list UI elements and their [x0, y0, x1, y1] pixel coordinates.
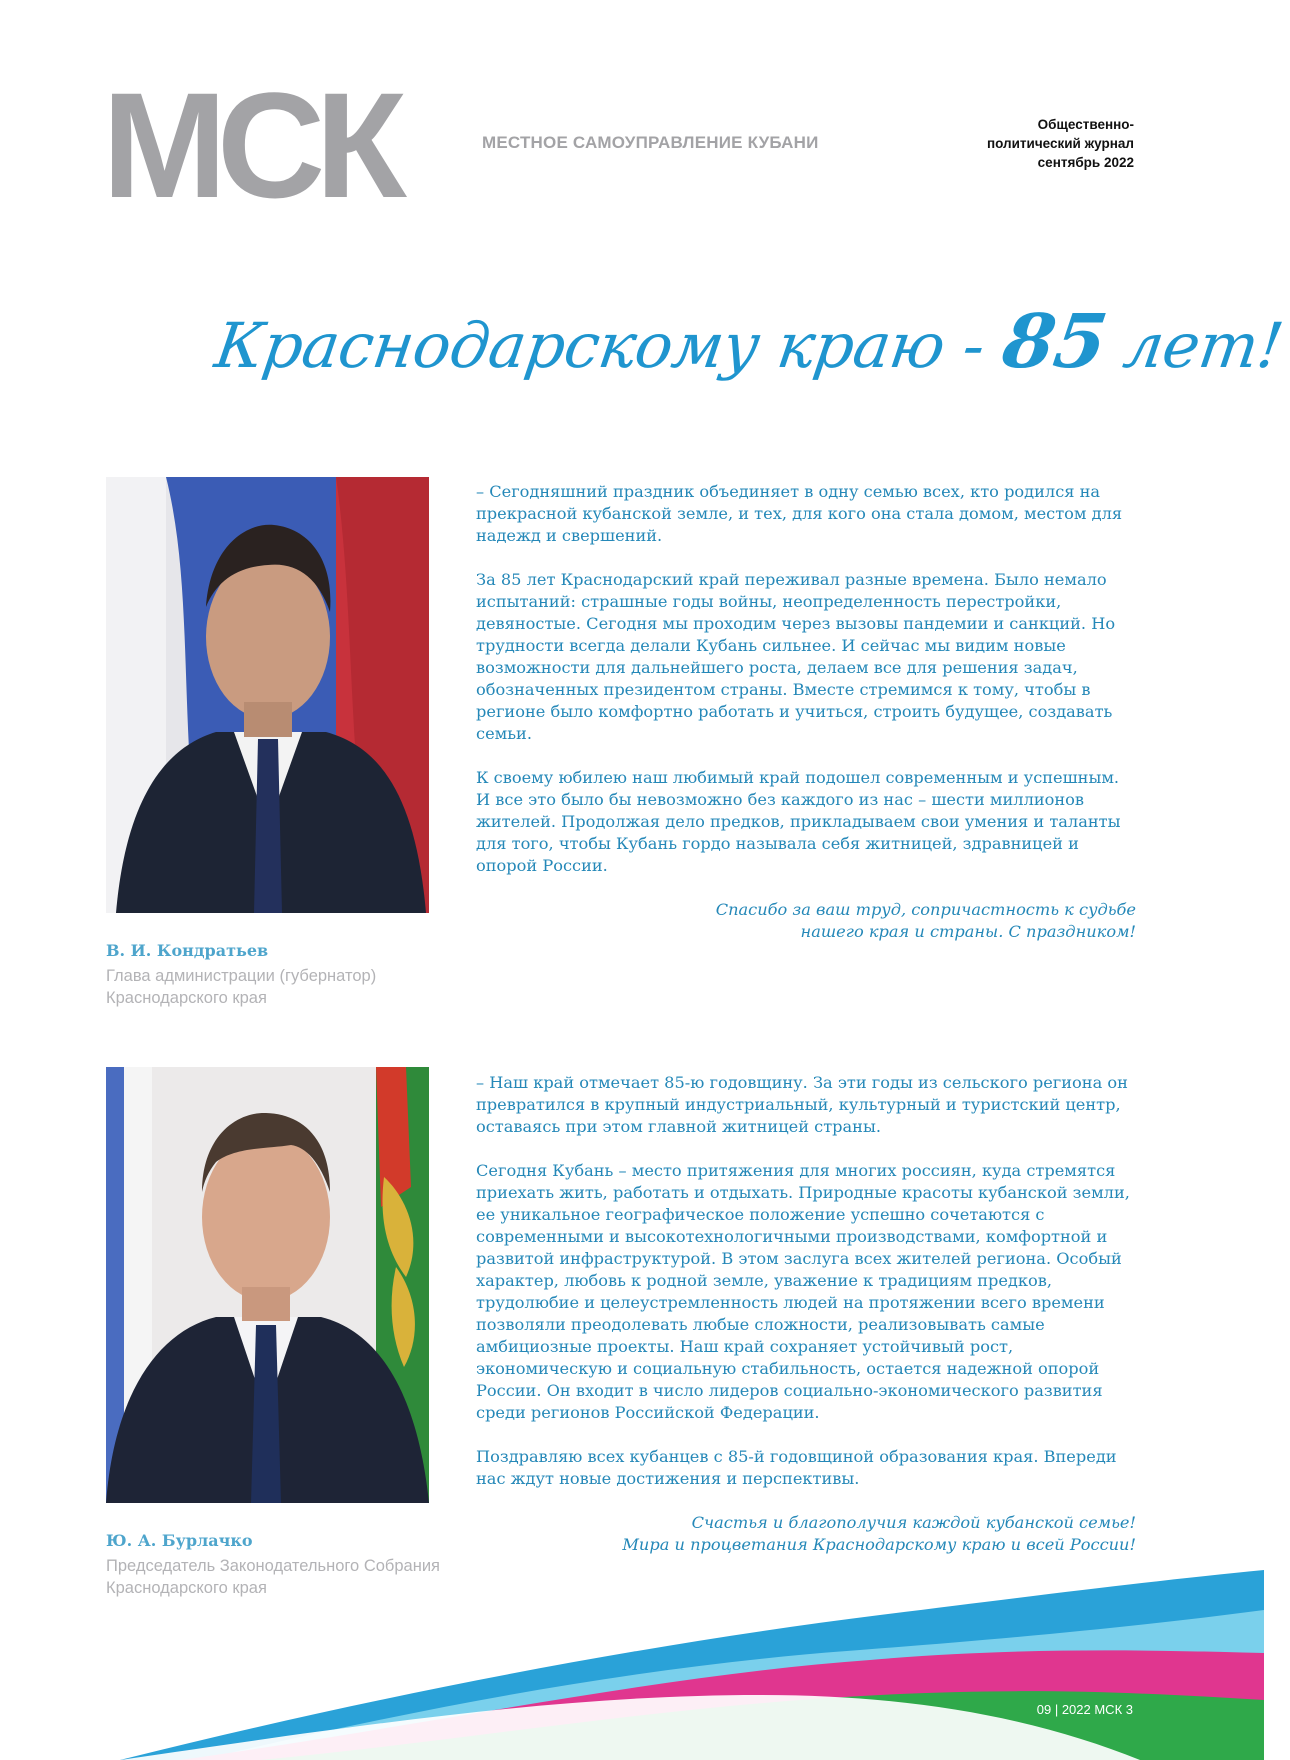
signature-position: Краснодарского края	[106, 1579, 267, 1597]
article-paragraph: – Сегодняшний праздник объединяет в одну семью всех, кто родился на прекрасной кубанской земле, и тех, для кого она стала домом, местом для надежд и свершений.	[476, 482, 1123, 545]
article-paragraph: К своему юбилею наш любимый край подошел современным и успешным. И все это было бы невозможно без каждого из нас – шести миллионов жителей. Продолжая дело предков, прикладываем свои умения и таланты для того, чтобы Кубань гордо называла себя житницей, здравницей и опорой России.	[476, 768, 1121, 875]
article-paragraph: Сегодня Кубань – место притяжения для многих россиян, куда стремятся приехать жить, работать и отдыхать. Природные красоты кубанской земли, ее уникальное географическое положение успешно сочетаются с современными и высокотехнологичными производствами, комфортной и развитой инфраструктурой. В этом заслуга всех жителей региона. Особый характер, любовь к родной земле, уважение к традициям предков, трудолюбие и целеустремленность людей на протяжении всего времени позволяли преодолевать любые сложности, реализовывать самые амбициозные проекты. Наш край сохраняет устойчивый рост, экономическую и социальную стабильность, остается надежной опорой России. Он входит в число лидеров социально-экономического развития среди регионов Российской Федерации.	[476, 1161, 1130, 1422]
magazine-logo: МСК	[102, 61, 397, 229]
signature-name: Ю. А. Бурлачко	[106, 1531, 253, 1550]
article-paragraph: – Наш край отмечает 85-ю годовщину. За эти годы из сельского региона он превратился в крупный индустриальный, культурный и туристский центр, оставаясь при этом главной житницей страны.	[476, 1073, 1128, 1136]
article-closing	[476, 1512, 1136, 1556]
signature-name: В. И. Кондратьев	[106, 941, 269, 960]
signature-governor	[106, 940, 446, 1009]
magazine-subtitle: МЕСТНОЕ САМОУПРАВЛЕНИЕ КУБАНИ	[482, 133, 819, 152]
signature-position: Председатель Законодательного Собрания	[106, 1557, 440, 1575]
portrait-image	[106, 1067, 429, 1503]
headline-text-end: лет!	[1100, 309, 1288, 382]
article-governor	[476, 481, 1136, 965]
decorative-wave	[0, 1555, 1264, 1760]
closing-line: Счастья и благополучия каждой кубанской семье!	[691, 1513, 1136, 1532]
signature-position: Краснодарского края	[106, 989, 267, 1007]
headline-text: Краснодарскому краю -	[210, 309, 1009, 382]
headline-number: 85	[997, 299, 1112, 385]
issue-line: Общественно-	[1037, 117, 1134, 132]
portrait-photo-governor	[106, 477, 429, 913]
closing-line: нашего края и страны. С праздником!	[800, 922, 1136, 941]
issue-date: сентябрь 2022	[1037, 155, 1134, 170]
portrait-image	[106, 477, 429, 913]
article-chairman	[476, 1072, 1136, 1578]
article-paragraph: За 85 лет Краснодарский край переживал разные времена. Было немало испытаний: страшные годы войны, неопределенность перестройки, девяностые. Сегодня мы проходим через вызовы пандемии и санкций. Но трудности всегда делали Кубань сильнее. И сейчас мы видим новые возможности для дальнейшего роста, делаем все для решения задач, обозначенных президентом страны. Вместе стремимся к тому, чтобы в регионе было комфортно работать и учиться, строить будущее, создавать семьи.	[476, 570, 1116, 743]
issue-line: политический журнал	[986, 136, 1134, 151]
issue-info	[914, 115, 1134, 172]
signature-position: Глава администрации (губернатор)	[106, 967, 377, 985]
article-closing	[476, 899, 1136, 943]
portrait-photo-chairman	[106, 1067, 429, 1503]
page-folio: 09 | 2022 МСК 3	[1036, 1702, 1133, 1717]
article-paragraph: Поздравляю всех кубанцев с 85-й годовщиной образования края. Впереди нас ждут новые достижения и перспективы.	[476, 1447, 1117, 1488]
closing-line: Мира и процветания Краснодарскому краю и всей России!	[622, 1535, 1136, 1554]
closing-line: Спасибо за ваш труд, сопричастность к судьбе	[715, 900, 1136, 919]
page-headline	[207, 292, 1288, 412]
